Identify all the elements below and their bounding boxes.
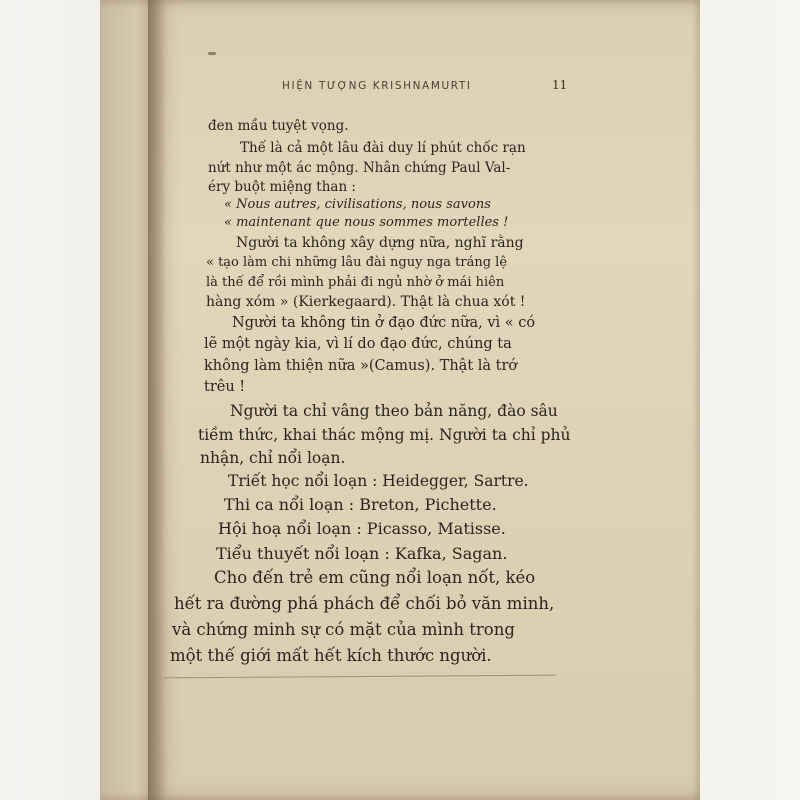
text-line: nứt như một ác mộng. Nhân chứng Paul Val- (208, 160, 511, 176)
text-line: không làm thiện nữa »(Camus). Thật là trớ (204, 358, 518, 374)
text-line: Cho đến trẻ em cũng nổi loạn nốt, kéo (214, 568, 536, 587)
text-line: Người ta không xây dựng nữa, nghĩ rằng (236, 235, 524, 251)
page-number: 11 (552, 78, 568, 92)
text-line: « Nous autres, civilisations, nous savons (224, 197, 491, 212)
text-line: là thế để rồi mình phải đi ngủ nhờ ở mái hiên (206, 275, 505, 290)
text-line: tiềm thức, khai thác mộng mị. Người ta chỉ phủ (198, 426, 571, 444)
text-line: Hội hoạ nổi loạn : Picasso, Matisse. (218, 519, 506, 538)
text-line: Tiểu thuyết nổi loạn : Kafka, Sagan. (216, 544, 508, 563)
text-line: và chứng minh sự có mặt của mình trong (172, 620, 515, 639)
text-line: éry buột miệng than : (208, 179, 356, 195)
text-line: lẽ một ngày kia, vì lí do đạo đức, chúng ta (204, 336, 512, 352)
text-line: đen mầu tuyệt vọng. (208, 118, 349, 134)
text-line: hàng xóm » (Kierkegaard). Thật là chua xót ! (206, 294, 526, 310)
text-line: Người ta chỉ vâng theo bản năng, đào sâu (230, 402, 558, 420)
text-line: Triết học nổi loạn : Heidegger, Sartre. (228, 472, 529, 490)
text-line: hết ra đường phá phách để chối bỏ văn minh, (174, 594, 555, 613)
running-head: HIỆN TƯỢNG KRISHNAMURTI (282, 80, 472, 92)
body-text (160, 0, 680, 800)
text-line: trêu ! (204, 379, 246, 395)
text-line: Thi ca nổi loạn : Breton, Pichette. (224, 495, 497, 514)
text-line: « tạo làm chi những lâu đài nguy nga tráng lệ (206, 255, 508, 270)
text-line: nhận, chỉ nổi loạn. (200, 449, 346, 467)
text-line: Thế là cả một lâu đài duy lí phút chốc rạn (240, 140, 526, 156)
text-line: « maintenant que nous sommes mortelles ! (224, 215, 509, 230)
text-line: một thế giới mất hết kích thước người. (170, 646, 492, 665)
text-line: Người ta không tin ở đạo đức nữa, vì « có (232, 315, 536, 331)
